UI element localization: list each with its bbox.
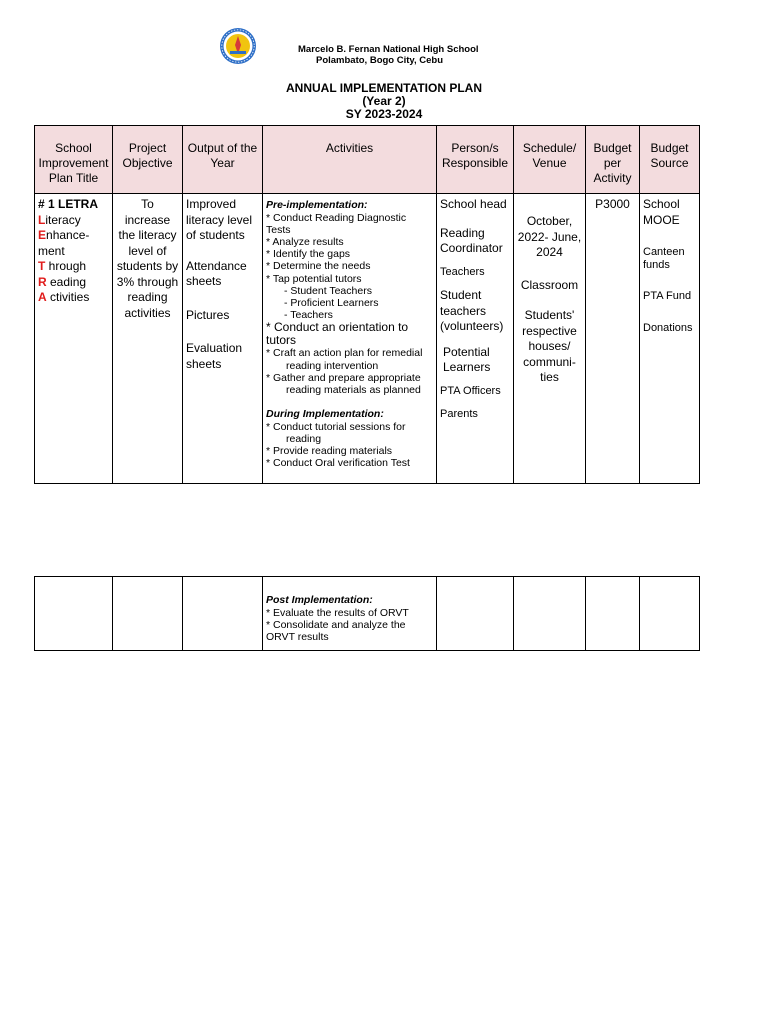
- during-implementation-heading: During Implementation:: [266, 408, 384, 421]
- venue-item: Classroom: [520, 277, 579, 292]
- budget-source-item: Canteen funds: [643, 246, 685, 271]
- activity-item: * Conduct tutorial sessions for: [266, 420, 406, 433]
- school-header: [298, 44, 479, 66]
- acronym-line: ment: [38, 243, 65, 258]
- acronym-line: Literacy: [38, 212, 81, 227]
- empty-cell: [640, 577, 700, 651]
- column-header: Budget Source: [640, 126, 700, 194]
- post-implementation-table: [34, 576, 700, 651]
- table-row: [35, 577, 700, 651]
- column-header: Schedule/ Venue: [514, 126, 586, 194]
- acronym-line: Enhance-: [38, 228, 90, 242]
- activity-item-continued: reading intervention: [286, 359, 379, 372]
- acronym-line: R eading: [38, 274, 87, 289]
- column-header: Activities: [263, 126, 437, 194]
- implementation-plan-table: [34, 125, 700, 484]
- activity-item: * Determine the needs: [266, 260, 371, 273]
- activity-item-continued: reading: [286, 432, 322, 445]
- objective-line: level of: [128, 243, 167, 258]
- column-header: Project Objective: [113, 126, 183, 194]
- person-item: School head: [440, 197, 507, 211]
- column-header: Budget per Activity: [586, 126, 640, 194]
- objective-line: 3% through: [116, 274, 179, 289]
- sip-title-cell: [35, 194, 113, 484]
- budget-amount: P3000: [595, 197, 630, 211]
- empty-cell: [183, 577, 263, 651]
- activities-cell: [263, 577, 437, 651]
- activity-item: * Conduct Reading Diagnostic Tests: [266, 211, 407, 236]
- school-year: SY 2023-2024: [345, 107, 423, 121]
- empty-cell: [514, 577, 586, 651]
- table-header-row: [35, 126, 700, 194]
- activity-subitem: - Proficient Learners: [284, 296, 379, 309]
- budget-source-cell: [640, 194, 700, 484]
- activity-item: * Conduct Oral verification Test: [266, 457, 410, 470]
- activity-item: * Consolidate and analyze the ORVT results: [266, 618, 406, 643]
- output-cell: [183, 194, 263, 484]
- person-item: Parents: [440, 408, 478, 420]
- output-item: Pictures: [186, 307, 230, 322]
- school-name: Marcelo B. Fernan National High School: [298, 44, 479, 55]
- acronym-line: T hrough: [38, 259, 87, 273]
- activity-item-continued: reading materials as planned: [286, 383, 421, 396]
- activity-subitem: - Student Teachers: [284, 284, 372, 297]
- empty-cell: [437, 577, 514, 651]
- budget-source-item: School MOOE: [643, 197, 680, 227]
- empty-cell: [35, 577, 113, 651]
- budget-cell: [586, 194, 640, 484]
- activity-item: * Provide reading materials: [266, 445, 393, 458]
- objective-line: To: [141, 197, 154, 211]
- activity-item: * Tap potential tutors: [266, 272, 362, 285]
- output-item: Improved literacy level of students: [186, 197, 253, 242]
- document-title: ANNUAL IMPLEMENTATION PLAN: [286, 81, 482, 95]
- empty-cell: [113, 577, 183, 651]
- person-item: Reading Coordinator: [440, 225, 503, 255]
- school-address: Polambato, Bogo City, Cebu: [316, 55, 444, 66]
- person-item: Potential Learners: [443, 344, 491, 374]
- output-item: Attendance sheets: [186, 258, 247, 288]
- persons-cell: [437, 194, 514, 484]
- budget-source-item: PTA Fund: [643, 290, 692, 302]
- document-subtitle: (Year 2): [362, 94, 406, 108]
- objective-line: activities: [124, 305, 171, 320]
- post-implementation-heading: Post Implementation:: [266, 594, 373, 606]
- person-item: Student teachers (volunteers): [440, 288, 504, 333]
- objective-line: reading: [127, 290, 168, 304]
- activity-item: * Analyze results: [266, 235, 344, 248]
- column-header: Output of the Year: [183, 126, 263, 194]
- school-seal-icon: [219, 27, 257, 65]
- activity-item: * Craft an action plan for remedial: [266, 347, 423, 360]
- activities-cell: [263, 194, 437, 484]
- sip-title-heading: # 1 LETRA: [38, 197, 99, 211]
- activity-item: * Identify the gaps: [266, 248, 351, 261]
- objective-line: the literacy: [118, 228, 177, 242]
- activity-item: * Conduct an orientation to tutors: [266, 320, 409, 348]
- budget-source-item: Donations: [643, 321, 693, 334]
- output-item: Evaluation sheets: [186, 341, 243, 371]
- empty-cell: [586, 577, 640, 651]
- person-item: PTA Officers: [440, 384, 501, 397]
- objective-line: students by: [116, 259, 179, 273]
- activity-subitem: - Teachers: [284, 309, 333, 322]
- activity-item: * Gather and prepare appropriate: [266, 371, 421, 384]
- pre-implementation-heading: Pre-implementation:: [266, 199, 368, 211]
- objective-line: increase: [124, 212, 171, 227]
- column-header: Person/s Responsible: [437, 126, 514, 194]
- document-title-block: [0, 82, 768, 121]
- objective-cell: [113, 194, 183, 484]
- table-row: [35, 194, 700, 484]
- schedule-cell: [514, 194, 586, 484]
- venue-item: Students' respective houses/ communi- ties: [522, 308, 577, 384]
- acronym-line: A ctivities: [38, 290, 90, 304]
- column-header: School Improvement Plan Title: [35, 126, 113, 194]
- schedule-item: October, 2022- June, 2024: [517, 214, 582, 259]
- activity-item: * Evaluate the results of ORVT: [266, 606, 409, 619]
- person-item: Teachers: [440, 265, 485, 278]
